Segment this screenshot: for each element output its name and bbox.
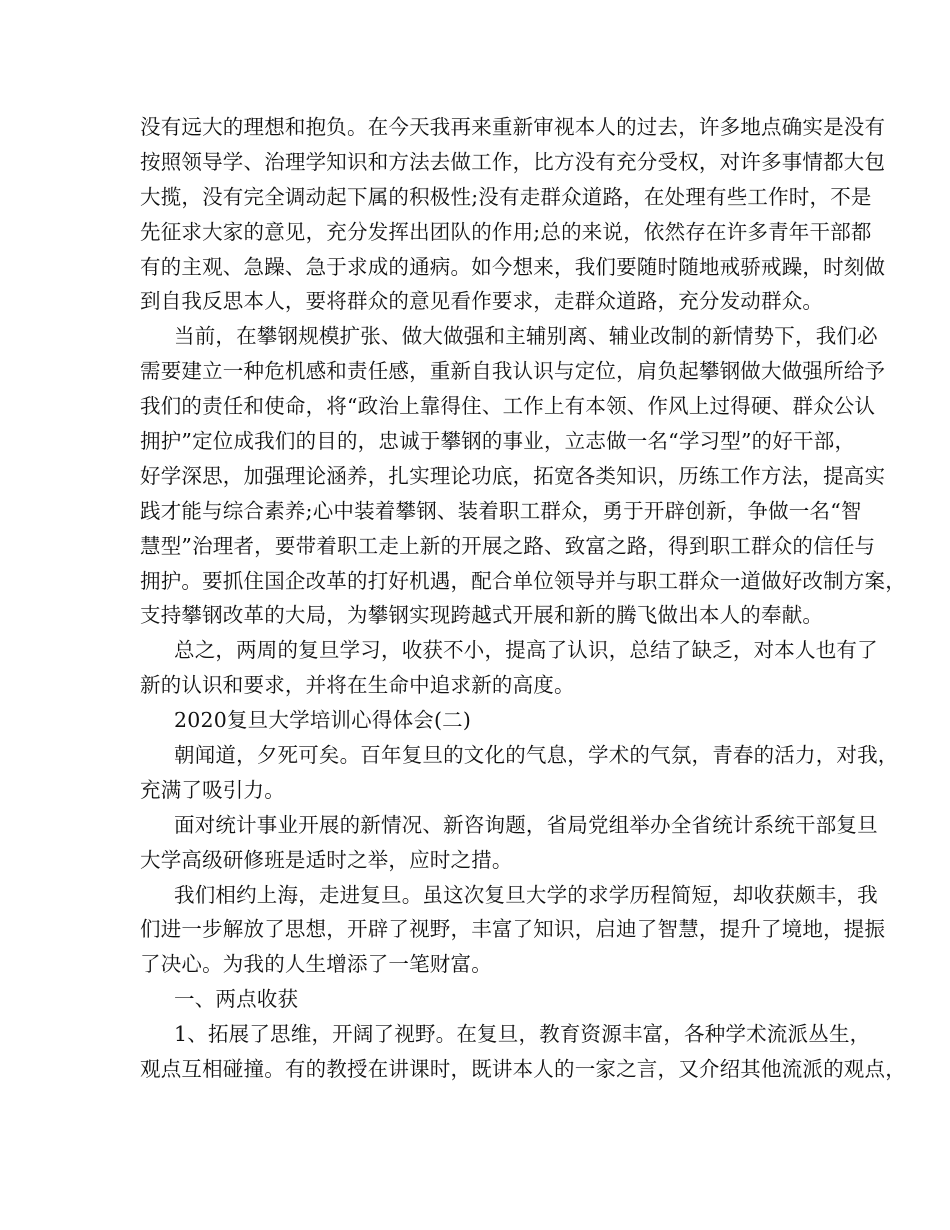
text-line: 先征求大家的意见，充分发挥出团队的作用;总的来说，依然存在许多青年干部都 [140,219,872,244]
text-line: 新的认识和要求，并将在生命中追求新的高度。 [140,673,575,698]
text-line: 观点互相碰撞。有的教授在讲课时，既讲本人的一家之言，又介绍其他流派的观点， [140,1057,906,1082]
text-line: 了决心。为我的人生增添了一笔财富。 [140,952,492,977]
text-line: 大揽，没有完全调动起下属的积极性;没有走群众道路，在处理有些工作时，不是 [140,184,872,209]
paragraph-first-line: 面对统计事业开展的新情况、新咨询题，省局党组举办全省统计系统干部复旦 [174,812,878,837]
text-line: 好学深思，加强理论涵养，扎实理论功底，拓宽各类知识，历练工作方法，提高实 [140,463,886,488]
text-line: 慧型”治理者，要带着职工走上新的开展之路、致富之路，得到职工群众的信任与 [140,533,876,558]
paragraph-first-line: 总之，两周的复旦学习，收获不小，提高了认识，总结了缺乏，对本人也有了 [174,638,878,663]
text-line: 需要建立一种危机感和责任感，重新自我认识与定位，肩负起攀钢做大做强所给予 [140,359,886,384]
text-line: 到自我反思本人，要将群众的意见看作要求，走群众道路，充分发动群众。 [140,289,824,314]
subsection-title: 一、两点收获 [174,987,299,1012]
text-line: 大学高级研修班是适时之举，应时之措。 [140,847,513,872]
text-line: 支持攀钢改革的大局，为攀钢实现跨越式开展和新的腾飞做出本人的奉献。 [140,603,824,628]
paragraph-first-line: 朝闻道，夕死可矣。百年复旦的文化的气息，学术的气氛，青春的活力，对我， [174,743,899,768]
text-line: 们进一步解放了思想，开辟了视野，丰富了知识，启迪了智慧，提升了境地，提振 [140,917,886,942]
text-line: 拥护。要抓住国企改革的打好机遇，配合单位领导并与职工群众一道做好改制方案， [140,568,906,593]
text-line: 拥护”定位成我们的目的，忠诚于攀钢的事业，立志做一名“学习型”的好干部， [140,429,856,454]
document-body [140,110,906,1087]
paragraph-first-line: 1、拓展了思维，开阔了视野。在复旦，教育资源丰富，各种学术流派丛生， [174,1022,871,1047]
text-line: 有的主观、急躁、急于求成的通病。如今想来，我们要随时随地戒骄戒躁，时刻做 [140,254,886,279]
paragraph-first-line: 我们相约上海，走进复旦。虽这次复旦大学的求学历程简短，却收获颇丰，我 [174,882,878,907]
paragraph-first-line: 当前，在攀钢规模扩张、做大做强和主辅别离、辅业改制的新情势下，我们必 [174,324,878,349]
text-line: 践才能与综合素养;心中装着攀钢、装着职工群众，勇于开辟创新，争做一名“智 [140,498,862,523]
text-line: 按照领导学、治理学知识和方法去做工作，比方没有充分受权，对许多事情都大包 [140,149,886,174]
text-line: 我们的责任和使命，将“政治上靠得住、工作上有本领、作风上过得硬、群众公认 [140,394,876,419]
text-line: 没有远大的理想和抱负。在今天我再来重新审视本人的过去，许多地点确实是没有 [140,115,886,139]
text-line: 充满了吸引力。 [140,777,285,802]
section-title: 2020复旦大学培训心得体会(二) [174,708,472,733]
